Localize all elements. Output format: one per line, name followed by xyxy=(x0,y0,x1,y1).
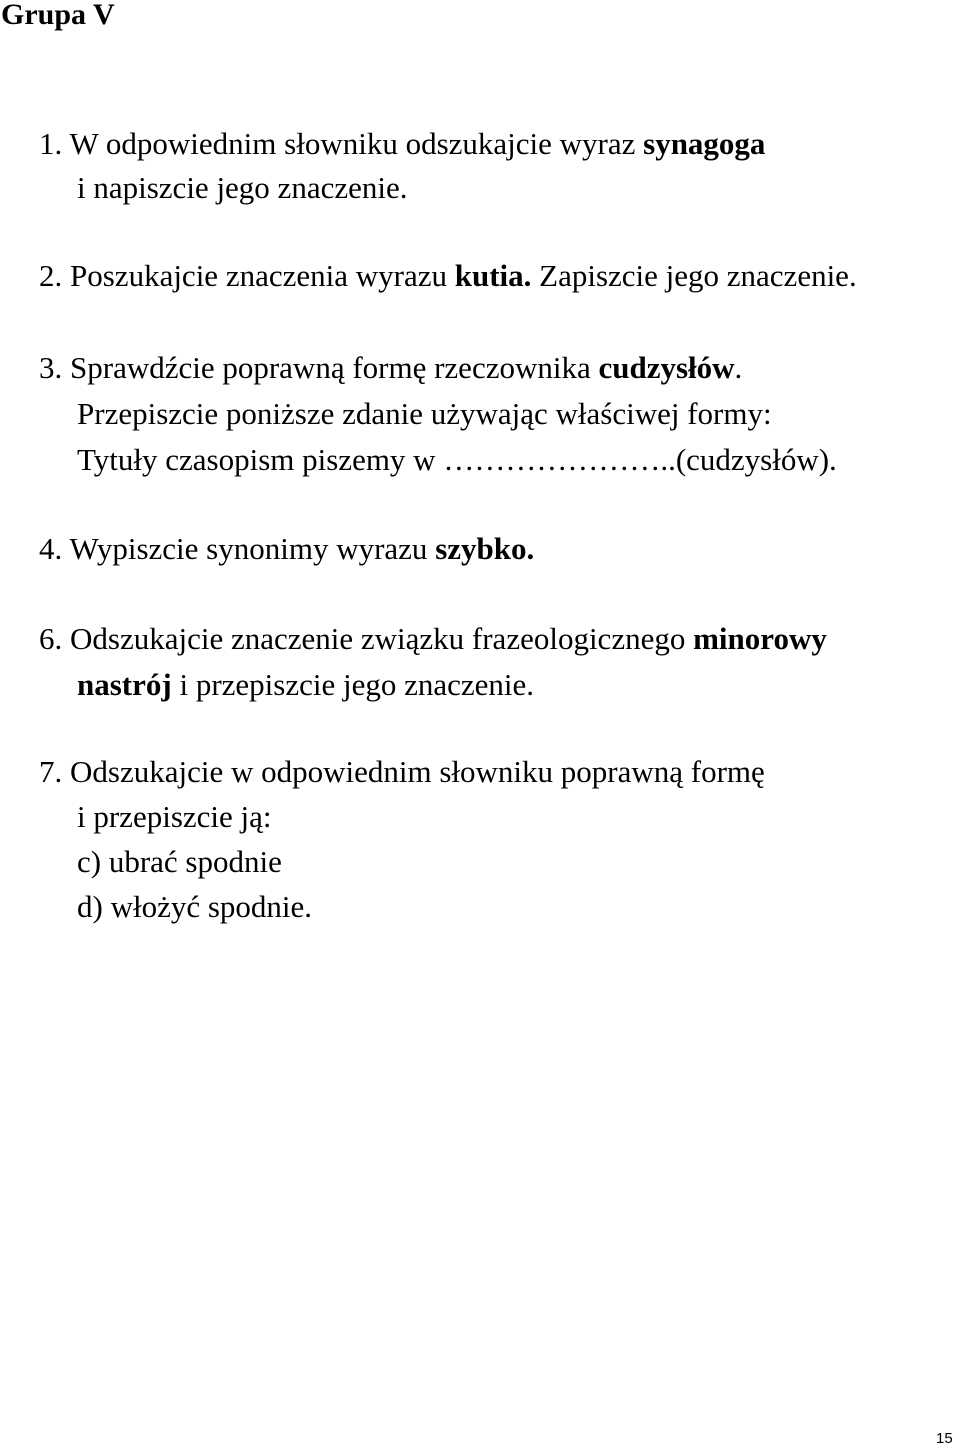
task-6-keyword-cont: nastrój xyxy=(77,667,172,702)
task-1-line-2 xyxy=(77,170,407,206)
task-7-number: 7. xyxy=(39,754,63,789)
task-2-text-tail: Zapiszcie jego znaczenie. xyxy=(531,258,857,293)
task-2-line-1 xyxy=(39,258,857,294)
task-6-text: Odszukajcie znaczenie związku frazeologicznego xyxy=(70,621,694,656)
task-2-keyword: kutia. xyxy=(454,258,532,293)
task-3-line-2 xyxy=(77,396,772,432)
task-7-option-c-text: c) ubrać spodnie xyxy=(77,844,282,879)
task-3-line-3 xyxy=(77,442,837,478)
task-6-line-2 xyxy=(77,667,534,703)
task-3-text: Sprawdźcie poprawną formę rzeczownika xyxy=(70,350,599,385)
task-1-text: W odpowiednim słowniku odszukajcie wyraz xyxy=(69,126,644,161)
task-3-line-1 xyxy=(39,350,742,386)
task-7-line-2 xyxy=(77,799,272,835)
task-3-fill-in-sentence: Tytuły czasopism piszemy w …………………..(cudzysłów). xyxy=(77,442,837,477)
task-3-instruction: Przepiszcie poniższe zdanie używając właściwej formy: xyxy=(77,396,772,431)
task-7-option-d xyxy=(77,889,312,925)
task-2-text: Poszukajcie znaczenia wyrazu xyxy=(70,258,455,293)
task-4-keyword: szybko. xyxy=(435,531,535,566)
task-6-number: 6. xyxy=(39,621,63,656)
task-4-line-1 xyxy=(39,531,534,567)
task-3-text-tail: . xyxy=(734,350,743,385)
page-number: 15 xyxy=(936,1430,953,1447)
task-1-text-cont: i napiszcie jego znaczenie. xyxy=(77,170,408,205)
task-7-option-c xyxy=(77,844,282,880)
task-7-instruction: i przepiszcie ją: xyxy=(77,799,272,834)
task-7-text: Odszukajcie w odpowiednim słowniku poprawną formę xyxy=(70,754,765,789)
task-1-number: 1. xyxy=(39,126,63,161)
task-7-line-1 xyxy=(39,754,765,790)
task-1-keyword: synagoga xyxy=(643,126,766,161)
task-7-option-d-text: d) włożyć spodnie. xyxy=(77,889,313,924)
task-1-line-1 xyxy=(39,126,765,162)
task-3-number: 3. xyxy=(39,350,63,385)
task-4-number: 4. xyxy=(39,531,63,566)
page-heading: Grupa V xyxy=(1,0,115,31)
task-4-text: Wypiszcie synonimy wyrazu xyxy=(69,531,436,566)
task-3-keyword: cudzysłów xyxy=(598,350,735,385)
task-2-number: 2. xyxy=(39,258,63,293)
task-6-text-tail: i przepiszcie jego znaczenie. xyxy=(171,667,535,702)
task-6-keyword: minorowy xyxy=(693,621,827,656)
task-6-line-1 xyxy=(39,621,827,657)
